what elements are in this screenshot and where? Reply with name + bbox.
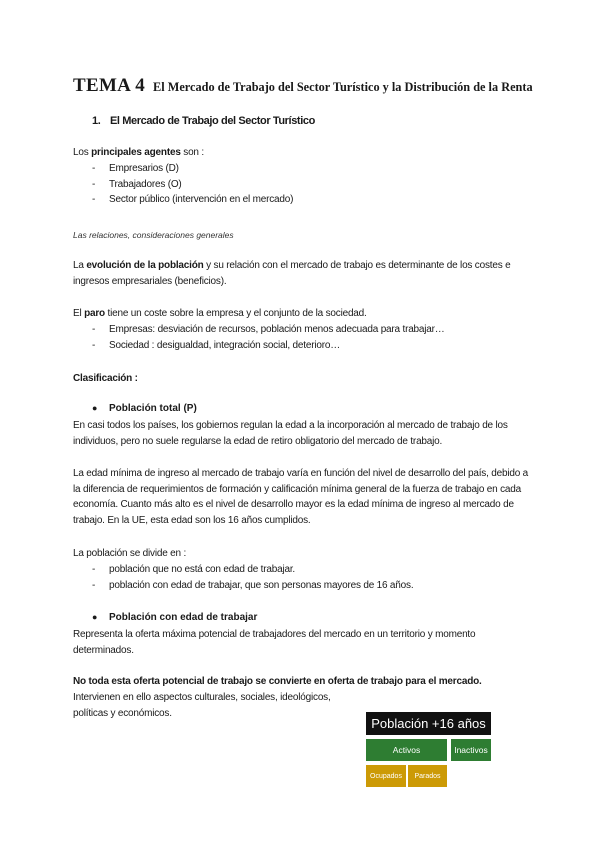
list-item-text: Empresas: desviación de recursos, población menos adecuada para trabajar… [109,324,445,335]
paro-list [92,322,445,353]
poblacion-edad-line2: Intervienen en ello aspectos culturales, sociales, ideológicos, [73,692,331,703]
paro-rest: tiene un coste sobre la empresa y el conjunto de la sociedad. [104,308,367,319]
divide-intro: La población se divide en : [73,548,187,559]
title-subtitle: El Mercado de Trabajo del Sector Turístico y la Distribución de la Renta [153,80,533,94]
list-item-text: Sector público (intervención en el mercado) [109,194,294,206]
diagram-ocupados-box: Ocupados [366,765,406,787]
divide-list [92,562,413,593]
diagram-activos-box: Activos [366,739,447,761]
evolution-bold: evolución de la población [86,260,204,271]
bullet-icon: ● [92,403,98,413]
section-number: 1. [92,115,101,127]
list-item: - Sociedad : desigualdad, integración social, deterioro… [92,339,341,351]
bullet-poblacion-edad [92,612,257,623]
paro-prefix: El [73,308,85,319]
clasificacion-heading: Clasificación : [73,373,138,384]
list-item: - Empresas: desviación de recursos, población menos adecuada para trabajar… [92,324,445,335]
list-item-text: Sociedad : desigualdad, integración social, deterioro… [109,339,341,351]
list-item: - Trabajadores (O) [92,178,182,190]
agents-intro-bold: principales agentes [91,147,181,158]
list-item: - población con edad de trabajar, que son personas mayores de 16 años. [92,579,414,591]
bullet-poblacion-total [92,403,197,414]
page-title [73,75,533,97]
agents-intro-suffix: son : [180,147,204,158]
poblacion-total-para2: La edad mínima de ingreso al mercado de trabajo varía en función del nivel de desarrollo del país, debido a la diferencia de requerimientos de formación y calificación mínima general de la fuerza de trabajo en cada economía. Cuanto más alto es el nivel de desarrollo mayor es la edad mínima de ingreso al mercado de trabajo. En la UE, esta edad son los 16 años cumplidos. [73,468,529,526]
bullet-heading: Población total (P) [109,403,197,414]
relations-note: Las relaciones, consideraciones generales [73,230,234,240]
diagram-parados-box: Parados [408,765,447,787]
list-item: - población que no está con edad de trabajar. [92,564,295,575]
bullet-icon: ● [92,612,98,622]
section-heading [92,115,315,127]
evolution-paragraph [73,258,533,289]
title-main: TEMA 4 [73,75,146,96]
paro-bold: paro [84,308,105,319]
list-item-text: población que no está con edad de trabajar. [109,564,295,575]
evolution-rest: y su relación con el mercado de trabajo es determinante de los costes e ingresos empresariales (beneficios). [73,260,511,287]
bullet-heading: Población con edad de trabajar [109,612,258,623]
list-item-text: Trabajadores (O) [109,178,182,190]
poblacion-total-para1: En casi todos los países, los gobiernos regulan la edad a la incorporación al mercado de trabajo de los individuos, pero no suele regularse la edad de retiro obligatorio del mercado de trabajo. [73,420,508,447]
list-item: - Empresarios (D) [92,163,179,174]
poblacion-edad-para: Representa la oferta máxima potencial de trabajadores del mercado en un territorio y momento determinados. [73,629,476,656]
poblacion-edad-bold-line: No toda esta oferta potencial de trabajo se convierte en oferta de trabajo para el mercado. [73,676,482,687]
poblacion-edad-line3: políticas y económicos. [73,708,172,719]
agents-intro [73,145,533,161]
diagram-poblacion-box: Población +16 años [366,712,491,735]
diagram-inactivos-box: Inactivos [451,739,491,761]
evolution-prefix: La [73,260,87,271]
list-item-text: Empresarios (D) [109,163,179,174]
agents-intro-prefix: Los [73,147,92,158]
agents-list [92,161,293,208]
list-item-text: población con edad de trabajar, que son personas mayores de 16 años. [109,579,414,591]
list-item: - Sector público (intervención en el mercado) [92,194,294,206]
section-heading-text: El Mercado de Trabajo del Sector Turístico [110,115,315,127]
paro-paragraph [73,306,533,322]
